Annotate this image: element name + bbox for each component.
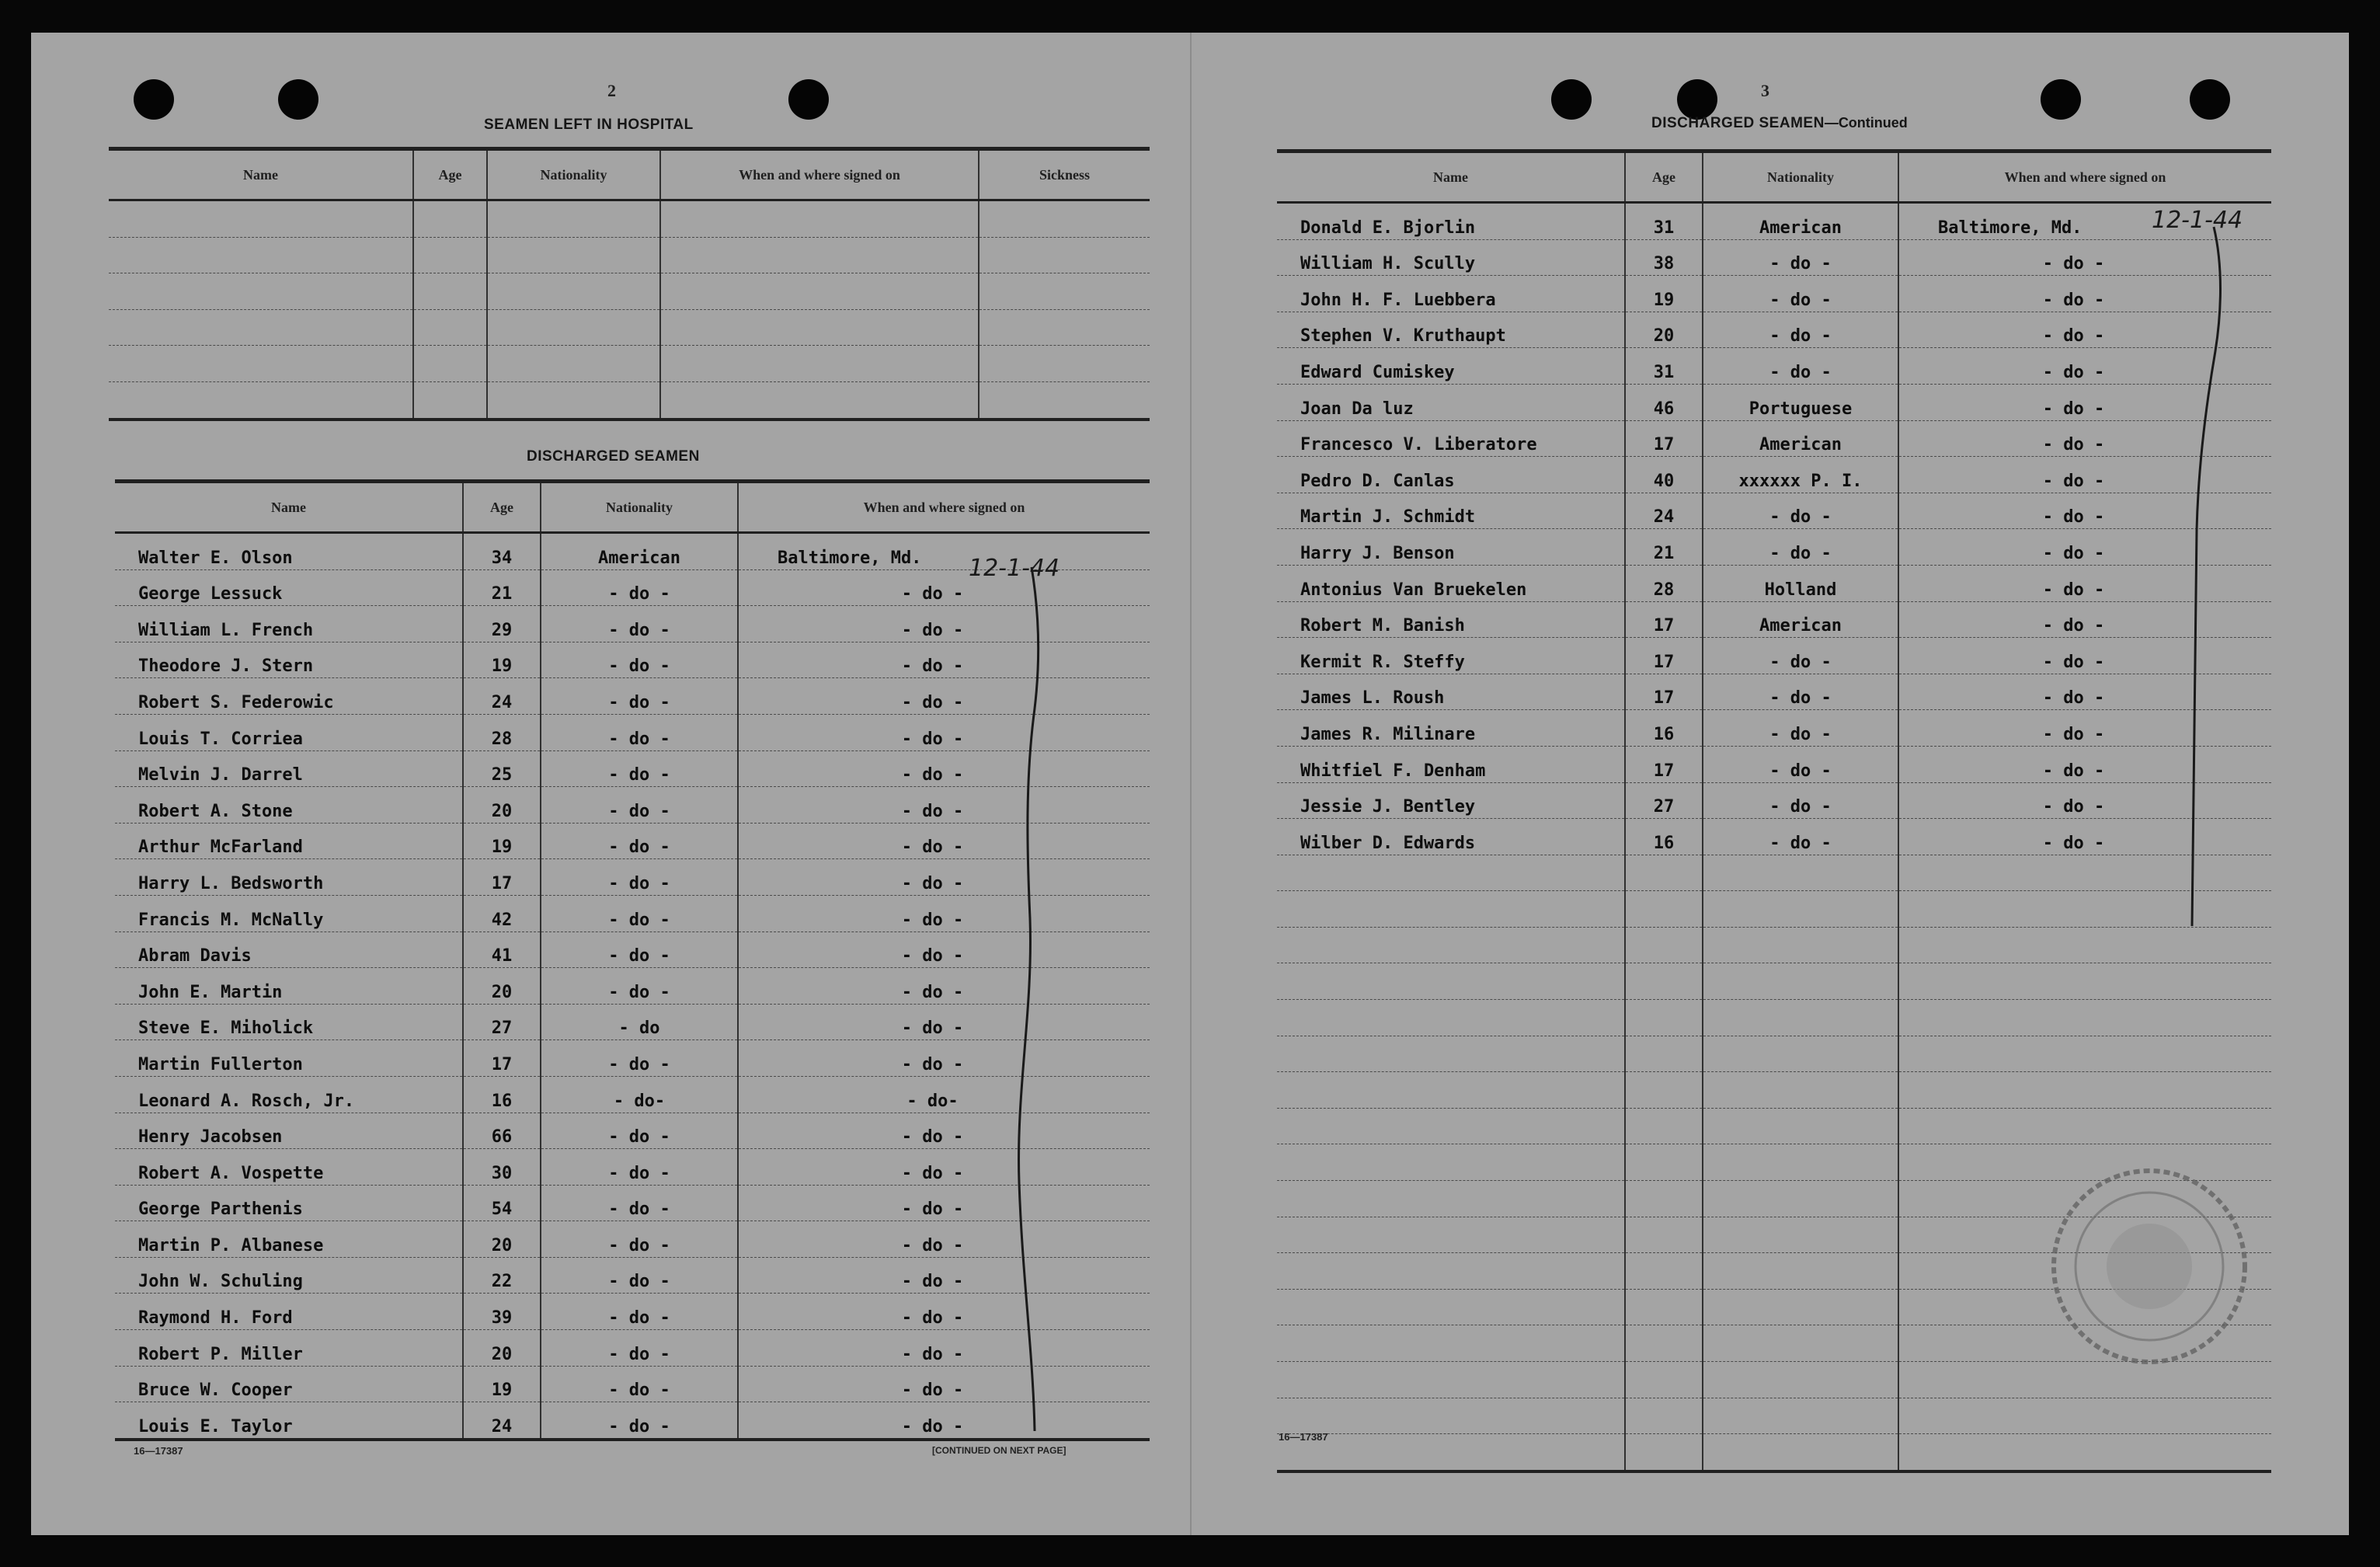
seaman-nationality: - do - <box>541 750 738 787</box>
seaman-signed-on: - do - <box>738 1221 1150 1258</box>
seaman-age: 22 <box>463 1257 541 1294</box>
seaman-name: John H. F. Luebbera <box>1277 276 1625 312</box>
seaman-signed-on: - do - <box>738 606 1150 642</box>
seaman-age: 17 <box>1625 746 1703 782</box>
seaman-signed-on: - do - <box>1898 493 2271 529</box>
page-number: 3 <box>1761 81 1769 100</box>
seaman-nationality: - do - <box>541 1330 738 1367</box>
seaman-nationality: - do - <box>1703 674 1898 710</box>
seaman-signed-on: - do - <box>738 678 1150 715</box>
seaman-name: Francesco V. Liberatore <box>1277 420 1625 457</box>
column-header: Name <box>1277 151 1625 203</box>
seaman-signed-on: - do - <box>1898 348 2271 385</box>
seaman-signed-on: - do - <box>1898 457 2271 493</box>
seaman-name: Abram Davis <box>115 931 463 968</box>
seaman-age: 17 <box>1625 674 1703 710</box>
seaman-name: William L. French <box>115 606 463 642</box>
seaman-nationality: - do - <box>541 1040 738 1077</box>
seaman-name: John W. Schuling <box>115 1257 463 1294</box>
seaman-nationality: - do - <box>541 1113 738 1149</box>
seaman-age: 21 <box>1625 529 1703 566</box>
seaman-nationality: - do - <box>1703 710 1898 747</box>
seaman-age: 16 <box>1625 710 1703 747</box>
seaman-age: 20 <box>463 1330 541 1367</box>
seaman-age: 17 <box>1625 601 1703 638</box>
seaman-signed-on: - do - <box>738 823 1150 859</box>
seaman-nationality: xxxxxx P. I. <box>1703 457 1898 493</box>
seaman-name: Raymond H. Ford <box>115 1294 463 1330</box>
seaman-name: Whitfiel F. Denham <box>1277 746 1625 782</box>
seaman-nationality: - do - <box>541 1149 738 1186</box>
seaman-signed-on: - do - <box>1898 674 2271 710</box>
seaman-name: Jessie J. Bentley <box>1277 782 1625 819</box>
seaman-name: Kermit R. Steffy <box>1277 638 1625 674</box>
seaman-age: 28 <box>1625 565 1703 601</box>
seaman-signed-on: - do - <box>738 1149 1150 1186</box>
column-header: Age <box>1625 151 1703 203</box>
seaman-name: George Parthenis <box>115 1185 463 1221</box>
seaman-name: Edward Cumiskey <box>1277 348 1625 385</box>
seaman-age: 46 <box>1625 384 1703 420</box>
seaman-age: 17 <box>1625 420 1703 457</box>
seaman-nationality: - do - <box>1703 782 1898 819</box>
seaman-nationality: - do - <box>1703 746 1898 782</box>
seaman-name: Harry L. Bedsworth <box>115 859 463 896</box>
seaman-age: 66 <box>463 1113 541 1149</box>
seaman-signed-on: - do - <box>738 1402 1150 1440</box>
column-header: Nationality <box>541 482 738 533</box>
handwritten-date: 12-1-44 <box>2152 207 2243 234</box>
seaman-name: Henry Jacobsen <box>115 1113 463 1149</box>
circular-stamp <box>1192 33 2349 1535</box>
seaman-name: Robert A. Vospette <box>115 1149 463 1186</box>
seaman-signed-on: - do - <box>1898 782 2271 819</box>
seaman-name: John E. Martin <box>115 968 463 1005</box>
right-page <box>1190 33 2349 1535</box>
seaman-nationality: - do - <box>1703 312 1898 348</box>
seaman-nationality: - do - <box>541 859 738 896</box>
seaman-signed-on: - do - <box>1898 601 2271 638</box>
seaman-age: 16 <box>1625 819 1703 855</box>
seaman-signed-on: - do - <box>738 895 1150 931</box>
seaman-nationality: - do <box>541 1004 738 1040</box>
seaman-nationality: American <box>1703 203 1898 240</box>
seaman-nationality: - do - <box>541 787 738 824</box>
seaman-age: 19 <box>463 1366 541 1402</box>
seaman-nationality: - do - <box>1703 819 1898 855</box>
seaman-age: 17 <box>463 859 541 896</box>
seaman-name: Francis M. McNally <box>115 895 463 931</box>
seaman-age: 27 <box>463 1004 541 1040</box>
seaman-nationality: - do- <box>541 1076 738 1113</box>
seaman-age: 24 <box>463 678 541 715</box>
seaman-signed-on: - do - <box>738 1004 1150 1040</box>
seaman-name: James R. Milinare <box>1277 710 1625 747</box>
column-header: Name <box>109 149 413 200</box>
column-header: Name <box>115 482 463 533</box>
seaman-nationality: - do - <box>541 1221 738 1258</box>
seaman-signed-on: - do - <box>738 1113 1150 1149</box>
seaman-age: 30 <box>463 1149 541 1186</box>
seaman-age: 20 <box>1625 312 1703 348</box>
seaman-nationality: Holland <box>1703 565 1898 601</box>
seaman-signed-on: - do - <box>738 1040 1150 1077</box>
seaman-signed-on: - do - <box>738 750 1150 787</box>
seaman-signed-on: - do - <box>1898 710 2271 747</box>
seaman-name: Pedro D. Canlas <box>1277 457 1625 493</box>
seaman-signed-on: - do - <box>1898 420 2271 457</box>
seaman-nationality: - do - <box>541 895 738 931</box>
seaman-nationality: - do - <box>541 606 738 642</box>
column-header: Nationality <box>1703 151 1898 203</box>
seaman-name: Louis E. Taylor <box>115 1402 463 1440</box>
seaman-age: 21 <box>463 569 541 606</box>
seaman-nationality: - do - <box>1703 638 1898 674</box>
seaman-nationality: - do - <box>541 1294 738 1330</box>
seaman-nationality: - do - <box>541 1185 738 1221</box>
ledger-sheet <box>31 33 2349 1535</box>
seaman-nationality: American <box>541 533 738 570</box>
seaman-age: 24 <box>1625 493 1703 529</box>
column-header: Age <box>463 482 541 533</box>
seaman-name: Robert S. Federowic <box>115 678 463 715</box>
seaman-nationality: - do - <box>541 569 738 606</box>
seaman-age: 31 <box>1625 203 1703 240</box>
seaman-nationality: - do - <box>541 1402 738 1440</box>
handwritten-bracket-line <box>31 33 1190 1535</box>
page-number: 2 <box>607 81 616 100</box>
seaman-signed-on: - do - <box>738 1185 1150 1221</box>
seaman-name: Arthur McFarland <box>115 823 463 859</box>
seaman-nationality: American <box>1703 420 1898 457</box>
seaman-name: James L. Roush <box>1277 674 1625 710</box>
seaman-name: Antonius Van Bruekelen <box>1277 565 1625 601</box>
seaman-age: 40 <box>1625 457 1703 493</box>
seaman-signed-on: - do - <box>738 642 1150 678</box>
seaman-nationality: - do - <box>541 968 738 1005</box>
handwritten-date: 12-1-44 <box>969 555 1060 582</box>
title-suffix: —Continued <box>1824 115 1908 131</box>
column-header: Nationality <box>487 149 660 200</box>
column-header: When and where signed on <box>660 149 979 200</box>
seaman-age: 19 <box>463 823 541 859</box>
seaman-age: 20 <box>463 1221 541 1258</box>
seaman-signed-on: - do - <box>1898 529 2271 566</box>
seaman-nationality: - do - <box>541 678 738 715</box>
seaman-signed-on: - do - <box>1898 565 2271 601</box>
seaman-signed-on: - do - <box>1898 638 2271 674</box>
column-header: Age <box>413 149 487 200</box>
discharged-section-title: DISCHARGED SEAMEN <box>527 448 700 465</box>
seaman-age: 34 <box>463 533 541 570</box>
seaman-signed-on: - do - <box>738 859 1150 896</box>
seaman-nationality: American <box>1703 601 1898 638</box>
column-header: Sickness <box>979 149 1150 200</box>
seaman-name: Stephen V. Kruthaupt <box>1277 312 1625 348</box>
seaman-name: Louis T. Corriea <box>115 714 463 750</box>
seaman-name: Wilber D. Edwards <box>1277 819 1625 855</box>
seaman-nationality: Portuguese <box>1703 384 1898 420</box>
seaman-name: Melvin J. Darrel <box>115 750 463 787</box>
seaman-signed-on: - do - <box>738 1366 1150 1402</box>
seaman-name: Martin P. Albanese <box>115 1221 463 1258</box>
seaman-age: 42 <box>463 895 541 931</box>
continued-note: [CONTINUED ON NEXT PAGE] <box>932 1445 1066 1456</box>
seaman-age: 54 <box>463 1185 541 1221</box>
seaman-nationality: - do - <box>1703 348 1898 385</box>
seaman-age: 16 <box>463 1076 541 1113</box>
seaman-nationality: - do - <box>541 931 738 968</box>
seaman-name: Martin Fullerton <box>115 1040 463 1077</box>
seaman-name: Martin J. Schmidt <box>1277 493 1625 529</box>
seaman-name: Theodore J. Stern <box>115 642 463 678</box>
seaman-signed-on: - do - <box>738 1257 1150 1294</box>
left-page <box>31 33 1190 1535</box>
seaman-signed-on: - do - <box>738 968 1150 1005</box>
column-header: When and where signed on <box>738 482 1150 533</box>
seaman-signed-on: - do - <box>738 931 1150 968</box>
form-number: 16—17387 <box>134 1445 183 1457</box>
seaman-nationality: - do - <box>541 1366 738 1402</box>
seaman-name: Steve E. Miholick <box>115 1004 463 1040</box>
seaman-signed-on: - do - <box>1898 239 2271 276</box>
seaman-signed-on: - do - <box>738 569 1150 606</box>
seaman-signed-on: - do - <box>1898 384 2271 420</box>
seaman-name: Joan Da luz <box>1277 384 1625 420</box>
seaman-age: 20 <box>463 787 541 824</box>
seaman-name: William H. Scully <box>1277 239 1625 276</box>
seaman-age: 17 <box>1625 638 1703 674</box>
seaman-name: Walter E. Olson <box>115 533 463 570</box>
column-header: When and where signed on <box>1898 151 2271 203</box>
seaman-age: 31 <box>1625 348 1703 385</box>
seaman-name: George Lessuck <box>115 569 463 606</box>
seaman-signed-on: Baltimore, Md. <box>738 533 1150 570</box>
seaman-age: 24 <box>463 1402 541 1440</box>
seaman-age: 17 <box>463 1040 541 1077</box>
seaman-age: 29 <box>463 606 541 642</box>
seaman-name: Leonard A. Rosch, Jr. <box>115 1076 463 1113</box>
seaman-name: Robert M. Banish <box>1277 601 1625 638</box>
seaman-signed-on: - do - <box>1898 819 2271 855</box>
seaman-age: 39 <box>463 1294 541 1330</box>
seaman-age: 27 <box>1625 782 1703 819</box>
seaman-signed-on: - do - <box>738 1294 1150 1330</box>
seaman-nationality: - do - <box>1703 239 1898 276</box>
seaman-age: 38 <box>1625 239 1703 276</box>
seaman-nationality: - do - <box>541 714 738 750</box>
seaman-nationality: - do - <box>1703 276 1898 312</box>
hospital-section-title: SEAMEN LEFT IN HOSPITAL <box>484 117 694 133</box>
seaman-age: 20 <box>463 968 541 1005</box>
seaman-age: 41 <box>463 931 541 968</box>
seaman-nationality: - do - <box>541 642 738 678</box>
seaman-nationality: - do - <box>1703 529 1898 566</box>
seaman-nationality: - do - <box>541 1257 738 1294</box>
seaman-signed-on: - do - <box>1898 746 2271 782</box>
seaman-age: 25 <box>463 750 541 787</box>
seaman-signed-on: - do - <box>738 787 1150 824</box>
seaman-nationality: - do - <box>1703 493 1898 529</box>
title-main: DISCHARGED SEAMEN <box>1651 115 1825 131</box>
seaman-nationality: - do - <box>541 823 738 859</box>
seaman-signed-on: - do - <box>738 714 1150 750</box>
seaman-name: Robert P. Miller <box>115 1330 463 1367</box>
seaman-name: Bruce W. Cooper <box>115 1366 463 1402</box>
seaman-age: 19 <box>463 642 541 678</box>
seaman-signed-on: - do - <box>1898 312 2271 348</box>
seaman-name: Robert A. Stone <box>115 787 463 824</box>
seaman-age: 19 <box>1625 276 1703 312</box>
seaman-signed-on: - do - <box>1898 276 2271 312</box>
seaman-signed-on: - do - <box>738 1330 1150 1367</box>
seaman-name: Harry J. Benson <box>1277 529 1625 566</box>
seaman-name: Donald E. Bjorlin <box>1277 203 1625 240</box>
form-number: 16—17387 <box>1279 1431 1328 1443</box>
seaman-signed-on: - do- <box>738 1076 1150 1113</box>
seaman-age: 28 <box>463 714 541 750</box>
seaman-signed-on: Baltimore, Md. <box>1898 203 2271 240</box>
